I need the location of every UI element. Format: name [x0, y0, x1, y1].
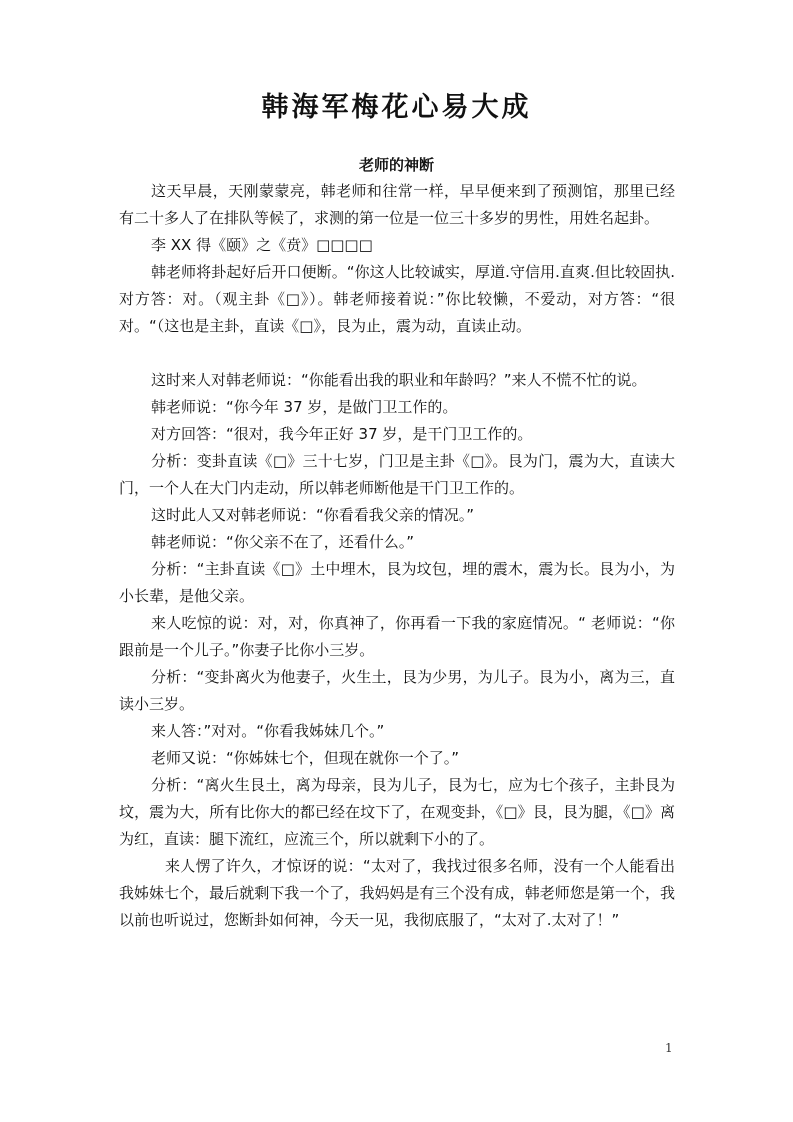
- paragraph: 韩老师说：“你今年 37 岁，是做门卫工作的。: [151, 398, 458, 416]
- paragraph: 分析：“主卦直读《□》土中埋木，艮为坟包，埋的震木，震为长。艮为小，为小长辈，是他父亲。: [119, 560, 675, 605]
- page-number: 1: [665, 1041, 673, 1055]
- paragraph: 分析：“离火生艮土，离为母亲，艮为儿子，艮为七，应为七个孩子，主卦艮为坟，震为大，所有比你大的都已经在坟下了，在观变卦，《□》艮，艮为腿，《□》离为红，直读：腿下流红，应流三个，所以就剩下小的了。: [119, 776, 675, 848]
- section-heading: 老师的神断: [358, 156, 434, 174]
- paragraph: 来人吃惊的说：对，对，你真神了，你再看一下我的家庭情况。“ 老师说：“你跟前是一个儿子。”你妻子比你小三岁。: [119, 614, 675, 659]
- blank-line: [119, 340, 675, 367]
- document-title: 韩海军梅花心易大成: [261, 92, 532, 123]
- paragraph: 韩老师说：“你父亲不在了，还看什么。”: [151, 533, 415, 551]
- paragraph: 分析：“变卦离火为他妻子，火生土，艮为少男，为儿子。艮为小，离为三，直读小三岁。: [119, 668, 675, 713]
- paragraph: 这天早晨，天刚蒙蒙亮，韩老师和往常一样，早早便来到了预测馆，那里已经有二十多人了在排队等候了，求测的第一位是一位三十多岁的男性，用姓名起卦。: [119, 182, 675, 227]
- paragraph: 老师又说：“你姊妹七个，但现在就你一个了。”: [151, 749, 460, 767]
- paragraph: 这时来人对韩老师说：“你能看出我的职业和年龄吗？”来人不慌不忙的说。: [151, 371, 647, 389]
- document-body: [119, 178, 675, 934]
- paragraph: 来人愣了许久，才惊讶的说：“太对了，我找过很多名师，没有一个人能看出我姊妹七个，最后就剩下我一个了，我妈妈是有三个没有成，韩老师您是第一个，我以前也听说过，您断卦如何神，今天一见，我彻底服了，“太对了.太对了！”: [119, 857, 675, 929]
- paragraph: 这时此人又对韩老师说：“你看看我父亲的情况。”: [151, 506, 475, 524]
- paragraph: 韩老师将卦起好后开口便断。“你这人比较诚实，厚道.守信用.直爽.但比较固执.对方答：对。（观主卦《□》）。韩老师接着说：”你比较懒，不爱动，对方答：“很对。“（这也是主卦，直读《□》，艮为止，震为动，直读止动。: [119, 263, 675, 335]
- paragraph: 分析：变卦直读《□》三十七岁，门卫是主卦《□》。艮为门，震为大，直读大门，一个人在大门内走动，所以韩老师断他是干门卫工作的。: [119, 452, 675, 497]
- paragraph: 来人答：”对对。“你看我姊妹几个。”: [151, 722, 385, 740]
- paragraph: 对方回答：“很对，我今年正好 37 岁，是干门卫工作的。: [151, 425, 533, 443]
- paragraph: 李 XX 得《颐》之《贲》□□□□: [151, 236, 373, 254]
